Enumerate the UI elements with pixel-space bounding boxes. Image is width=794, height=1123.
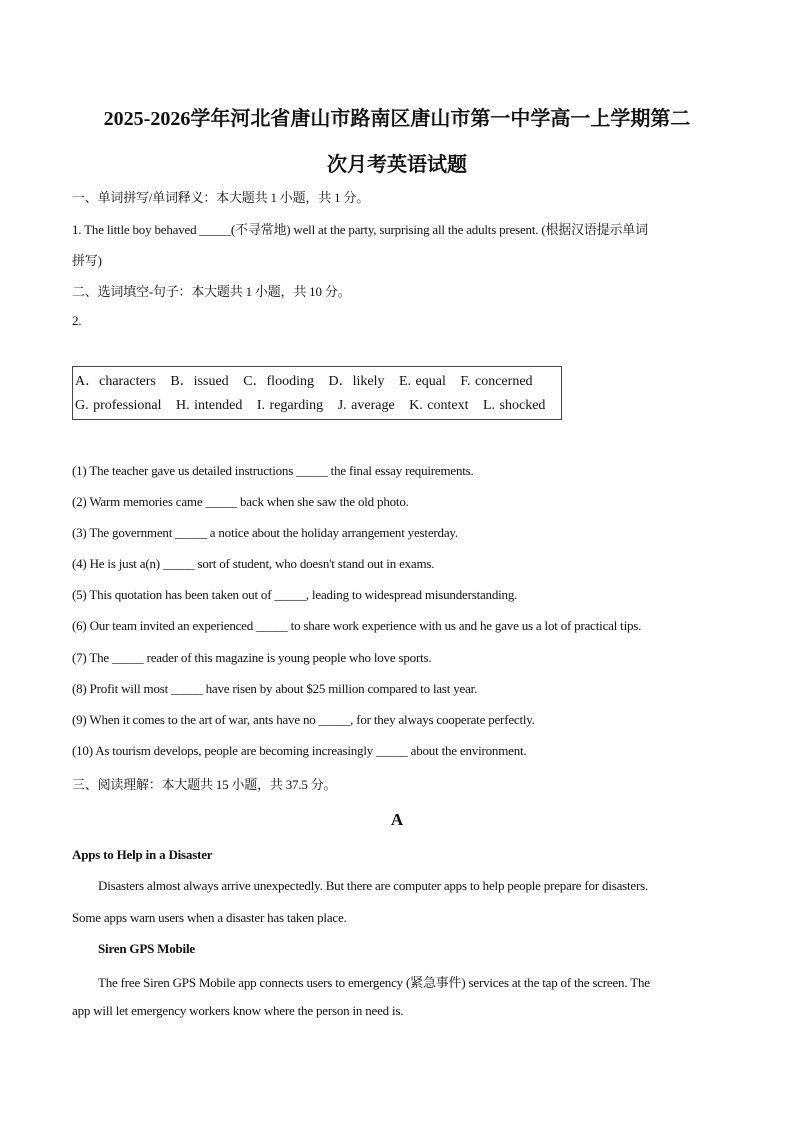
- option-h: H. intended: [176, 398, 243, 413]
- sentence-3: (3) The government _____ a notice about the holiday arrangement yesterday.: [72, 525, 458, 540]
- question-1-line-2: 拼写): [72, 253, 102, 268]
- paragraph-1-line-1: Disasters almost always arrive unexpectedly. But there are computer apps to help people prepare for disasters.: [98, 878, 649, 893]
- sentence-9: (9) When it comes to the art of war, ants have no _____, for they always cooperate perfectly.: [72, 712, 535, 727]
- sentence-6: (6) Our team invited an experienced _____ to share work experience with us and he gave us a lot of practical tips.: [72, 618, 642, 633]
- option-b: B．issued: [170, 374, 229, 389]
- sentence-10: (10) As tourism develops, people are becoming increasingly _____ about the environment.: [72, 743, 527, 758]
- section-3-heading: 三、阅读理解：本大题共 15 小题，共 37.5 分。: [72, 777, 337, 792]
- section-2-heading: 二、选词填空-句子：本大题共 1 小题，共 10 分。: [72, 284, 351, 299]
- paragraph-2-line-1: The free Siren GPS Mobile app connects users to emergency (紧急事件) services at the tap of the screen. The: [98, 975, 650, 990]
- option-f: F. concerned: [460, 374, 533, 389]
- word-bank-box: [72, 366, 562, 420]
- subheading-siren-gps: Siren GPS Mobile: [98, 941, 195, 956]
- paragraph-2-line-2: app will let emergency workers know where the person in need is.: [72, 1003, 404, 1018]
- sentence-5: (5) This quotation has been taken out of _____, leading to widespread misunderstanding.: [72, 587, 518, 602]
- option-c: C．flooding: [243, 374, 314, 389]
- section-1-heading: 一、单词拼写/单词释义：本大题共 1 小题，共 1 分。: [72, 190, 370, 205]
- option-l: L. shocked: [482, 398, 546, 413]
- sentence-7: (7) The _____ reader of this magazine is young people who love sports.: [72, 650, 432, 665]
- document-title: [60, 96, 734, 188]
- option-d: D．likely: [328, 374, 385, 389]
- option-i: I. regarding: [256, 398, 324, 413]
- question-2-number: 2.: [72, 313, 82, 328]
- passage-label: A: [390, 810, 404, 829]
- title-line-2: 次月考英语试题: [327, 154, 467, 176]
- option-j: J. average: [337, 398, 395, 413]
- sentence-2: (2) Warm memories came _____ back when she saw the old photo.: [72, 494, 409, 509]
- option-g: G. professional: [75, 398, 162, 413]
- word-bank-row-2: [75, 398, 545, 414]
- title-line-1: 2025-2026学年河北省唐山市路南区唐山市第一中学高一上学期第二: [103, 108, 691, 130]
- option-k: K. context: [409, 398, 469, 413]
- word-bank-row-1: [75, 370, 543, 390]
- sentence-8: (8) Profit will most _____ have risen by about $25 million compared to last year.: [72, 681, 478, 696]
- paragraph-1-line-2: Some apps warn users when a disaster has taken place.: [72, 910, 347, 925]
- question-1-line-1: 1. The little boy behaved _____(不寻常地) well at the party, surprising all the adults present. (根据汉语提示单词: [72, 222, 648, 237]
- passage-title: Apps to Help in a Disaster: [72, 847, 213, 862]
- sentence-1: (1) The teacher gave us detailed instructions _____ the final essay requirements.: [72, 463, 474, 478]
- option-a: A．characters: [75, 374, 156, 389]
- option-e: E. equal: [398, 374, 446, 389]
- sentence-4: (4) He is just a(n) _____ sort of student, who doesn't stand out in exams.: [72, 556, 435, 571]
